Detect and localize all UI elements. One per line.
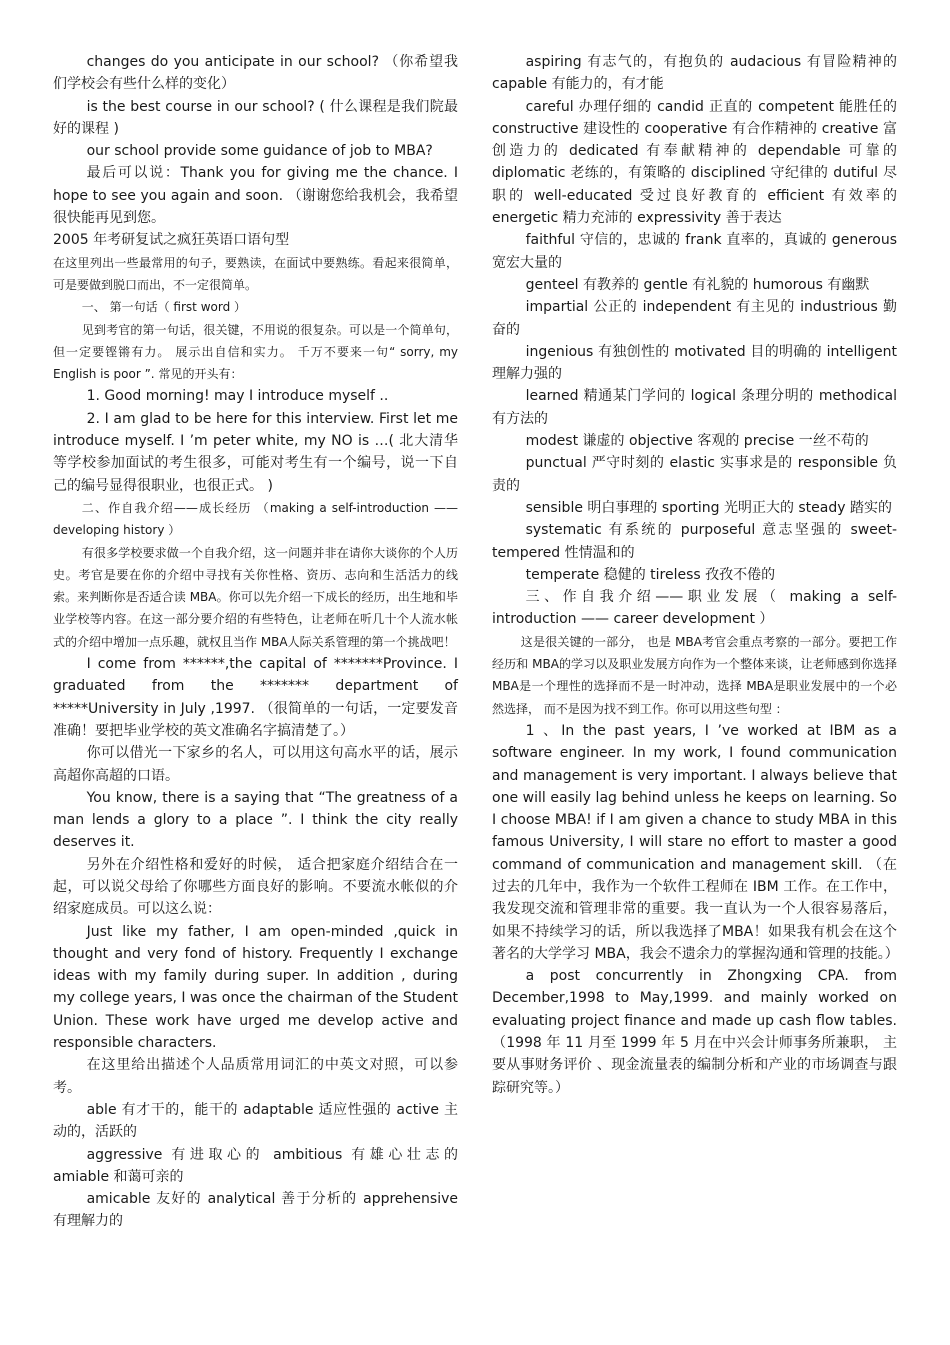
paragraph: 1 、In the past years, I ’ve worked at IBM as a software engineer. In my work, I found communication and management is very important. I always believe that one will easily lag behind unless he keeps on learning. So I choose MBA! if I am given a chance to study MBA in this famous University, I will stare no effort to master a good command of communication and management skill. （在过去的几年中，我作为一个软件工程师在 IBM 工作。在工作中，我发现交流和管理非常的重要。我一直认为一个人很容易落后，如果不持续学习的话，所以我选择了MBA！如果我有机会在这个著名的大学学习 MBA，我会不遗余力的掌握沟通和管理的技能。）	[492, 722, 899, 962]
paragraph: 见到考官的第一句话，很关键，不用说的很复杂。可以是一个简单句，但一定要铿锵有力。 展示出自信和实力。 千万不要来一句“ sorry, my English is poor ”. 常见的开头有：	[53, 322, 458, 382]
paragraph: is the best course in our school? ( 什么课程是我们院最好的课程 )	[53, 98, 458, 137]
paragraph: careful 办理仔细的 candid 正直的 competent 能胜任的 constructive 建设性的 cooperative 有合作精神的 creative 富创造力的 dedicated 有奉献精神的 dependable 可靠的 diplomatic 老练的，有策略的 disciplined 守纪律的 dutiful 尽职的 well-educated 受过良好教育的 efficient 有效率的 energetic 精力充沛的 expressivity 善于表达	[492, 98, 897, 227]
paragraph: modest 谦虚的 objective 客观的 precise 一丝不苟的	[525, 433, 869, 450]
paragraph: 在这里给出描述个人品质常用词汇的中英文对照，可以参考。	[53, 1057, 458, 1096]
paragraph: 最后可以说：Thank you for giving me the chance. I hope to see you again and soon. （谢谢您给我机会，我希望很快能再见到您。	[53, 165, 458, 227]
paragraph: aggressive 有进取心的 ambitious 有雄心壮志的 amiable 和蔼可亲的	[53, 1146, 458, 1185]
paragraph: impartial 公正的 independent 有主见的 industrious 勤奋的	[492, 299, 897, 338]
paragraph: our school provide some guidance of job to MBA?	[86, 143, 433, 160]
left-column	[53, 51, 458, 1233]
paragraph: temperate 稳健的 tireless 孜孜不倦的	[525, 566, 776, 583]
paragraph: sensible 明白事理的 sporting 光明正大的 steady 踏实的	[525, 499, 892, 516]
paragraph: 1. Good morning! may I introduce myself ..	[86, 388, 389, 405]
paragraph: ingenious 有独创性的 motivated 目的明确的 intelligent 理解力强的	[492, 343, 897, 383]
paragraph: aspiring 有志气的，有抱负的 audacious 有冒险精神的 capable 有能力的，有才能	[492, 54, 897, 93]
paragraph: 二、作自我介绍——成长经历 （making a self-introduction —— developing history ）	[53, 500, 458, 538]
paragraph: amicable 友好的 analytical 善于分析的 apprehensive 有理解力的	[53, 1191, 458, 1230]
paragraph: 有很多学校要求做一个自我介绍，这一问题并非在请你大谈你的个人历史。考官是要在你的介绍中寻找有关你性格、资历、志向和生活活力的线索。来判断你是否适合读 MBA。你可以先介绍一下成长的经历，出生地和毕业学校等内容。在这一部分要介绍的有些特色，让老师在听几十个人流水帐式的介绍中增加一点乐趣，就权且当作 MBA人际关系管理的第一个挑战吧！	[53, 545, 458, 649]
paragraph: 这是很关键的一部分， 也是 MBA考官会重点考察的一部分。要把工作经历和 MBA的学习以及职业发展方向作为一个整体来谈，让老师感到你选择 MBA是一个理性的选择而不是一时冲动，选择 MBA是职业发展中的一个必然选择， 而不是因为找不到工作。你可以用这些句型 ：	[492, 634, 897, 716]
paragraph: Just like my father, I am open-minded ,quick in thought and very fond of history. Frequently I exchange ideas with my family during super. In addition , during my college years, I was once the chairman of the Student Union. These work have urged me develop active and responsible characters.	[53, 923, 458, 1052]
paragraph: 你可以借光一下家乡的名人，可以用这句高水平的话，展示高超你高超的口语。	[53, 745, 458, 784]
paragraph: changes do you anticipate in our school? （你希望我们学校会有些什么样的变化）	[53, 54, 458, 93]
paragraph: able 有才干的，能干的 adaptable 适应性强的 active 主动的，活跃的	[53, 1101, 458, 1141]
paragraph: 在这里列出一些最常用的句子，要熟读，在面试中要熟练。看起来很简单，可是要做到脱口而出，不一定很简单。	[53, 255, 458, 292]
paragraph: 另外在介绍性格和爱好的时候， 适合把家庭介绍结合在一起，可以说父母给了你哪些方面良好的影响。不要流水帐似的介绍家庭成员。可以这么说：	[53, 856, 458, 918]
paragraph: I come from ******,the capital of *******Province. I graduated from the ******* department of *****University in July ,1997. （很简单的一句话，一定要发音准确！要把毕业学校的英文准确名字搞清楚了。）	[53, 656, 458, 739]
paragraph: faithful 守信的，忠诚的 frank 直率的，真诚的 generous 宽宏大量的	[492, 232, 897, 271]
paragraph: You know, there is a saying that “The greatness of a man lends a glory to a place ”. I think the city really deserves it.	[53, 789, 458, 851]
paragraph: punctual 严守时刻的 elastic 实事求是的 responsible 负责的	[492, 455, 897, 494]
paragraph: 2. I am glad to be here for this interview. First let me introduce myself. I ’m peter white, my NO is …( 北大清华等学校参加面试的考生很多，可能对考生有一个编号，说一下自己的编号显得很职业，也很正式。 )	[53, 410, 458, 494]
paragraph: systematic 有系统的 purposeful 意志坚强的 sweet-tempered 性情温和的	[492, 522, 897, 561]
paragraph: genteel 有教养的 gentle 有礼貌的 humorous 有幽默	[525, 276, 870, 293]
paragraph: learned 精通某门学问的 logical 条理分明的 methodical 有方法的	[492, 388, 897, 427]
right-column	[492, 51, 897, 1099]
paragraph: 三、作自我介绍——职业发展（ making a self-introduction —— career development ）	[492, 589, 897, 628]
paragraph: a post concurrently in Zhongxing CPA. from December,1998 to May,1999. and mainly worked on evaluating project finance and made up cash flow tables. （1998 年 11 月至 1999 年 5 月在中兴会计师事务所兼职， 主要从事财务评价 、现金流量表的编制分析和产业的市场调查与跟踪研究等。）	[492, 968, 897, 1096]
paragraph: 一、 第一句话（ first word ）	[81, 300, 247, 315]
paragraph: 2005 年考研复试之疯狂英语口语句型	[53, 232, 290, 249]
